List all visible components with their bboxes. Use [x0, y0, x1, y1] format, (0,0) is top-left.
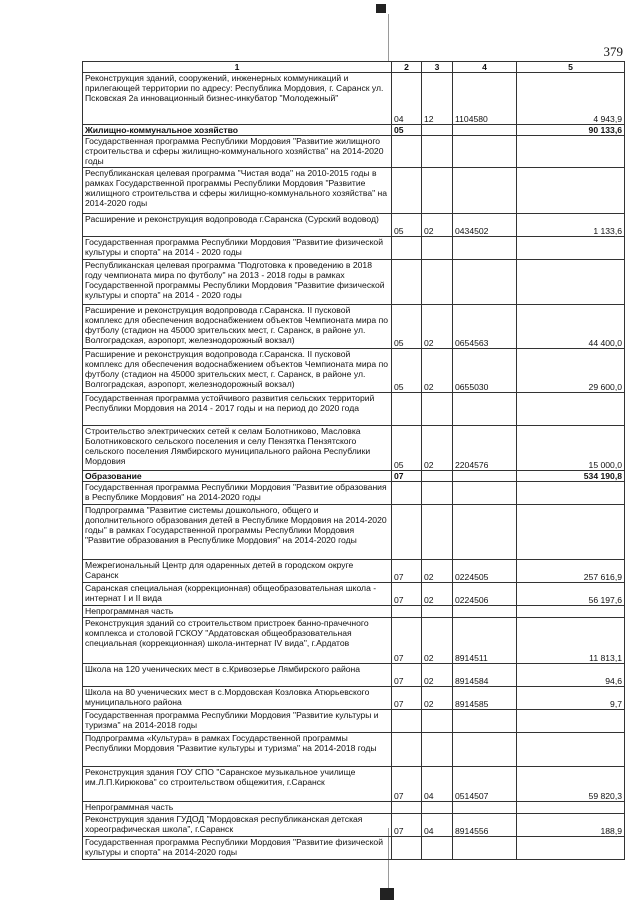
cell-description: Расширение и реконструкция водопровода г.Саранска. II пусковой комплекс для обеспечения водоснабжением объектов Чемпионата мира по футболу (стадион на 45000 зрительских мест, г. Саранск, в районе ул. Волгоградская, аэропорт, железнодорожный вокзал) — [83, 349, 392, 393]
cell-amount — [517, 136, 625, 168]
cell-subsection — [422, 482, 453, 505]
cell-description: Подпрограмма "Развитие системы дошкольного, общего и дополнительного образования детей в Республике Мордовия на 2014-2020 годы" в рамках Государственной программы Республики Мордовия "Развитие образования в Республике Мордовия" на 2014-2020 годы — [83, 505, 392, 560]
column-header-1: 1 — [83, 62, 392, 73]
cell-description: Школа на 120 ученических мест в с.Кривозерье Лямбирского района — [83, 664, 392, 687]
table-row — [83, 505, 625, 560]
cell-section — [392, 482, 422, 505]
cell-amount: 59 820,3 — [517, 767, 625, 802]
cell-description: Саранская специальная (коррекционная) общеобразовательная школа - интернат I и II вида — [83, 583, 392, 606]
scan-line-top — [388, 14, 389, 62]
table-row — [83, 136, 625, 168]
scan-mark-top — [376, 4, 386, 13]
cell-subsection — [422, 125, 453, 136]
cell-target-code: 8914584 — [453, 664, 517, 687]
cell-subsection — [422, 802, 453, 814]
cell-amount: 44 400,0 — [517, 305, 625, 349]
cell-target-code — [453, 168, 517, 214]
table-header-row — [83, 62, 625, 73]
table-row — [83, 260, 625, 305]
cell-amount: 11 813,1 — [517, 618, 625, 664]
table-row — [83, 802, 625, 814]
cell-subsection — [422, 471, 453, 482]
cell-section — [392, 710, 422, 733]
cell-section: 05 — [392, 426, 422, 471]
cell-target-code: 8914511 — [453, 618, 517, 664]
column-header-5: 5 — [517, 62, 625, 73]
cell-description: Государственная программа Республики Мордовия "Развитие образования в Республике Мордовия" на 2014-2020 годы — [83, 482, 392, 505]
cell-amount: 4 943,9 — [517, 73, 625, 125]
cell-description: Реконструкция здания ГОУ СПО "Саранское музыкальное училище им.Л.П.Кирюкова" со строительством общежития, г.Саранск — [83, 767, 392, 802]
cell-section: 07 — [392, 687, 422, 710]
cell-amount: 90 133,6 — [517, 125, 625, 136]
table-row — [83, 305, 625, 349]
cell-section: 05 — [392, 349, 422, 393]
cell-target-code: 8914585 — [453, 687, 517, 710]
table-row — [83, 237, 625, 260]
cell-description: Подпрограмма «Культура» в рамках Государственной программы Республики Мордовия "Развитие культуры и туризма" на 2014-2018 годы — [83, 733, 392, 767]
table-row — [83, 471, 625, 482]
cell-amount — [517, 168, 625, 214]
cell-section — [392, 136, 422, 168]
cell-description: Государственная программа Республики Мордовия "Развитие жилищного строительства и сферы жилищно-коммунального хозяйства" на 2014-2020 годы — [83, 136, 392, 168]
table-row — [83, 606, 625, 618]
table-row — [83, 482, 625, 505]
table-row — [83, 767, 625, 802]
cell-description: Расширение и реконструкция водопровода г.Саранска (Сурский водовод) — [83, 214, 392, 237]
cell-amount: 15 000,0 — [517, 426, 625, 471]
cell-target-code — [453, 393, 517, 426]
cell-subsection — [422, 837, 453, 860]
cell-section — [392, 606, 422, 618]
table-row — [83, 583, 625, 606]
cell-target-code — [453, 733, 517, 767]
cell-description: Государственная программа Республики Мордовия "Развитие физической культуры и спорта" на 2014-2020 годы — [83, 837, 392, 860]
cell-description: Жилищно-коммунальное хозяйство — [83, 125, 392, 136]
cell-target-code: 0224505 — [453, 560, 517, 583]
table-row — [83, 73, 625, 125]
cell-subsection: 02 — [422, 687, 453, 710]
cell-amount: 29 600,0 — [517, 349, 625, 393]
cell-section: 05 — [392, 125, 422, 136]
cell-section: 07 — [392, 767, 422, 802]
cell-target-code — [453, 260, 517, 305]
cell-amount: 188,9 — [517, 814, 625, 837]
table-row — [83, 733, 625, 767]
cell-description: Межрегиональный Центр для одаренных детей в городском округе Саранск — [83, 560, 392, 583]
page-number: 379 — [603, 44, 623, 59]
cell-target-code — [453, 837, 517, 860]
cell-subsection — [422, 136, 453, 168]
cell-section: 07 — [392, 560, 422, 583]
cell-description: Республиканская целевая программа "Чистая вода" на 2010-2015 годы в рамках Государственной программы Республики Мордовия "Развитие жилищного строительства и сферы жилищно-коммунального хозяйства" на 2014-2020 годы — [83, 168, 392, 214]
cell-section — [392, 733, 422, 767]
cell-subsection: 02 — [422, 214, 453, 237]
cell-section: 07 — [392, 664, 422, 687]
cell-description: Непрограммная часть — [83, 802, 392, 814]
cell-section: 07 — [392, 618, 422, 664]
cell-section — [392, 802, 422, 814]
cell-target-code — [453, 482, 517, 505]
table-row — [83, 349, 625, 393]
column-header-3: 3 — [422, 62, 453, 73]
cell-section — [392, 505, 422, 560]
table-row — [83, 837, 625, 860]
cell-section: 05 — [392, 305, 422, 349]
cell-amount: 1 133,6 — [517, 214, 625, 237]
cell-section — [392, 260, 422, 305]
cell-section — [392, 237, 422, 260]
cell-amount: 257 616,9 — [517, 560, 625, 583]
budget-table — [82, 61, 625, 860]
cell-amount — [517, 837, 625, 860]
cell-description: Реконструкция здания ГУДОД "Мордовская республиканская детская хореографическая школа", г.Саранск — [83, 814, 392, 837]
cell-amount — [517, 505, 625, 560]
table-row — [83, 426, 625, 471]
cell-description: Государственная программа Республики Мордовия "Развитие физической культуры и спорта" на 2014 - 2020 годы — [83, 237, 392, 260]
cell-target-code — [453, 802, 517, 814]
cell-target-code — [453, 237, 517, 260]
cell-subsection: 02 — [422, 426, 453, 471]
cell-target-code — [453, 606, 517, 618]
cell-target-code: 0654563 — [453, 305, 517, 349]
cell-subsection: 02 — [422, 618, 453, 664]
cell-subsection — [422, 710, 453, 733]
cell-amount — [517, 733, 625, 767]
table-row — [83, 393, 625, 426]
cell-section: 04 — [392, 73, 422, 125]
cell-target-code: 0514507 — [453, 767, 517, 802]
cell-target-code — [453, 125, 517, 136]
table-row — [83, 687, 625, 710]
cell-description: Реконструкция зданий со строительством пристроек банно-прачечного комплекса и столовой ГСКОУ "Ардатовская общеобразовательная специальная (коррекционная) школа-интернат IV вида", г.Ардатов — [83, 618, 392, 664]
cell-subsection — [422, 505, 453, 560]
cell-subsection: 02 — [422, 305, 453, 349]
cell-target-code — [453, 471, 517, 482]
table-row — [83, 814, 625, 837]
cell-section — [392, 837, 422, 860]
cell-section: 07 — [392, 814, 422, 837]
cell-subsection — [422, 260, 453, 305]
cell-subsection: 12 — [422, 73, 453, 125]
cell-description: Непрограммная часть — [83, 606, 392, 618]
table-row — [83, 618, 625, 664]
cell-amount — [517, 237, 625, 260]
cell-amount — [517, 606, 625, 618]
cell-description: Расширение и реконструкция водопровода г.Саранска. II пусковой комплекс для обеспечения водоснабжением объектов Чемпионата мира по футболу (стадион на 45000 зрительских мест, г. Саранск, в районе ул. Волгоградская, аэропорт, железнодорожный вокзал) — [83, 305, 392, 349]
cell-subsection: 04 — [422, 767, 453, 802]
cell-subsection — [422, 168, 453, 214]
table-row — [83, 168, 625, 214]
cell-target-code: 0434502 — [453, 214, 517, 237]
cell-amount: 56 197,6 — [517, 583, 625, 606]
cell-description: Реконструкция зданий, сооружений, инженерных коммуникаций и прилегающей территории по адресу: Республика Мордовия, г. Саранск ул. Псковская 2а инновационный бизнес-инкубатор "Молодежный" — [83, 73, 392, 125]
cell-subsection — [422, 237, 453, 260]
table-row — [83, 214, 625, 237]
cell-description: Государственная программа устойчивого развития сельских территорий Республики Мордовия на 2014 - 2017 годы и на период до 2020 года — [83, 393, 392, 426]
column-header-2: 2 — [392, 62, 422, 73]
table-row — [83, 560, 625, 583]
cell-subsection: 02 — [422, 560, 453, 583]
cell-description: Школа на 80 ученических мест в с.Мордовская Козловка Атюрьевского муниципального района — [83, 687, 392, 710]
cell-amount: 94,6 — [517, 664, 625, 687]
cell-subsection — [422, 393, 453, 426]
cell-subsection — [422, 733, 453, 767]
cell-target-code: 1104580 — [453, 73, 517, 125]
cell-amount — [517, 802, 625, 814]
cell-target-code — [453, 505, 517, 560]
table-row — [83, 664, 625, 687]
cell-section: 05 — [392, 214, 422, 237]
cell-amount — [517, 710, 625, 733]
cell-description: Республиканская целевая программа "Подготовка к проведению в 2018 году чемпионата мира по футболу" на 2013 - 2018 годы в рамках Государственной программы Республики Мордовия "Развитие физической культуры и спорта" на 2014 - 2020 годы — [83, 260, 392, 305]
cell-amount: 9,7 — [517, 687, 625, 710]
table-row — [83, 710, 625, 733]
cell-amount — [517, 482, 625, 505]
table-row — [83, 125, 625, 136]
cell-subsection: 02 — [422, 349, 453, 393]
cell-target-code — [453, 136, 517, 168]
scan-mark-bottom — [380, 888, 394, 900]
cell-target-code: 0224506 — [453, 583, 517, 606]
cell-amount — [517, 260, 625, 305]
cell-subsection: 02 — [422, 664, 453, 687]
cell-description: Строительство электрических сетей к селам Болотниково, Масловка Болотниковского сельского поселения и селу Пензятка Пензятского сельского поселения Лямбирского муниципального района Республики Мордовия — [83, 426, 392, 471]
cell-target-code — [453, 710, 517, 733]
cell-description: Государственная программа Республики Мордовия "Развитие культуры и туризма" на 2014-2018 годы — [83, 710, 392, 733]
column-header-4: 4 — [453, 62, 517, 73]
cell-target-code: 0655030 — [453, 349, 517, 393]
cell-section — [392, 168, 422, 214]
cell-target-code: 2204576 — [453, 426, 517, 471]
cell-section — [392, 393, 422, 426]
cell-section: 07 — [392, 583, 422, 606]
cell-subsection: 02 — [422, 583, 453, 606]
cell-description: Образование — [83, 471, 392, 482]
cell-subsection — [422, 606, 453, 618]
cell-subsection: 04 — [422, 814, 453, 837]
cell-amount — [517, 393, 625, 426]
cell-target-code: 8914556 — [453, 814, 517, 837]
cell-amount: 534 190,8 — [517, 471, 625, 482]
cell-section: 07 — [392, 471, 422, 482]
table-body — [83, 62, 625, 860]
